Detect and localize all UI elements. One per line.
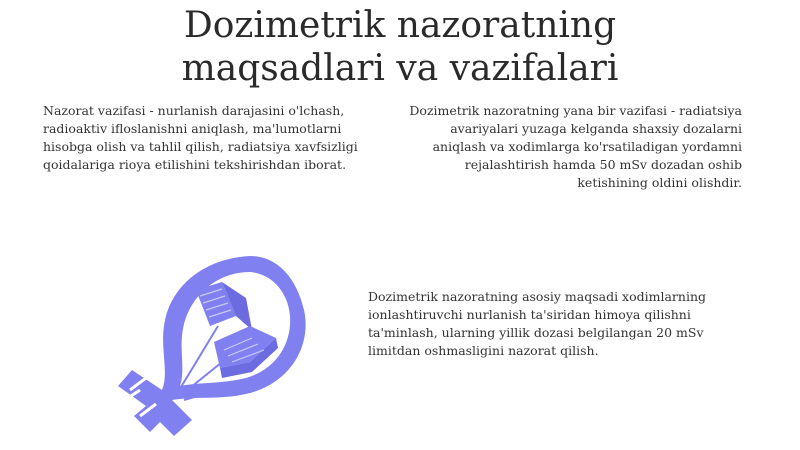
right-paragraph: Dozimetrik nazoratning yana bir vazifasi - radiatsiya avariyalari yuzaga kelganda shaxsiy dozalarni aniqlash va xodimlarga ko'rsatiladigan yordamni rejalashtirish hamda 50 mSv dozadan oshib ketishining oldini olishdir. [409,103,742,190]
title-line-2: maqsadlari va vazifalari [181,48,619,89]
title-line-1: Dozimetrik nazoratning [183,5,617,46]
left-paragraph: Nazorat vazifasi - nurlanish darajasini o'lchash, radioaktiv ifloslanishni aniqlash, ma'lumotlarni hisobga olish va tahlil qilish, radiatsiya xavfsizligi qoidalariga rioya etilishini tekshirishdan iborat. [43,103,358,172]
slide-title [0,4,800,90]
bottom-paragraph: Dozimetrik nazoratning asosiy maqsadi xodimlarning ionlashtiruvchi nurlanish ta'siridan himoya qilishni ta'minlash, ularning yillik dozasi belgilangan 20 mSv limitdan oshmasligini nazorat qilish. [368,289,707,358]
lightbulb-books-icon [100,250,310,450]
